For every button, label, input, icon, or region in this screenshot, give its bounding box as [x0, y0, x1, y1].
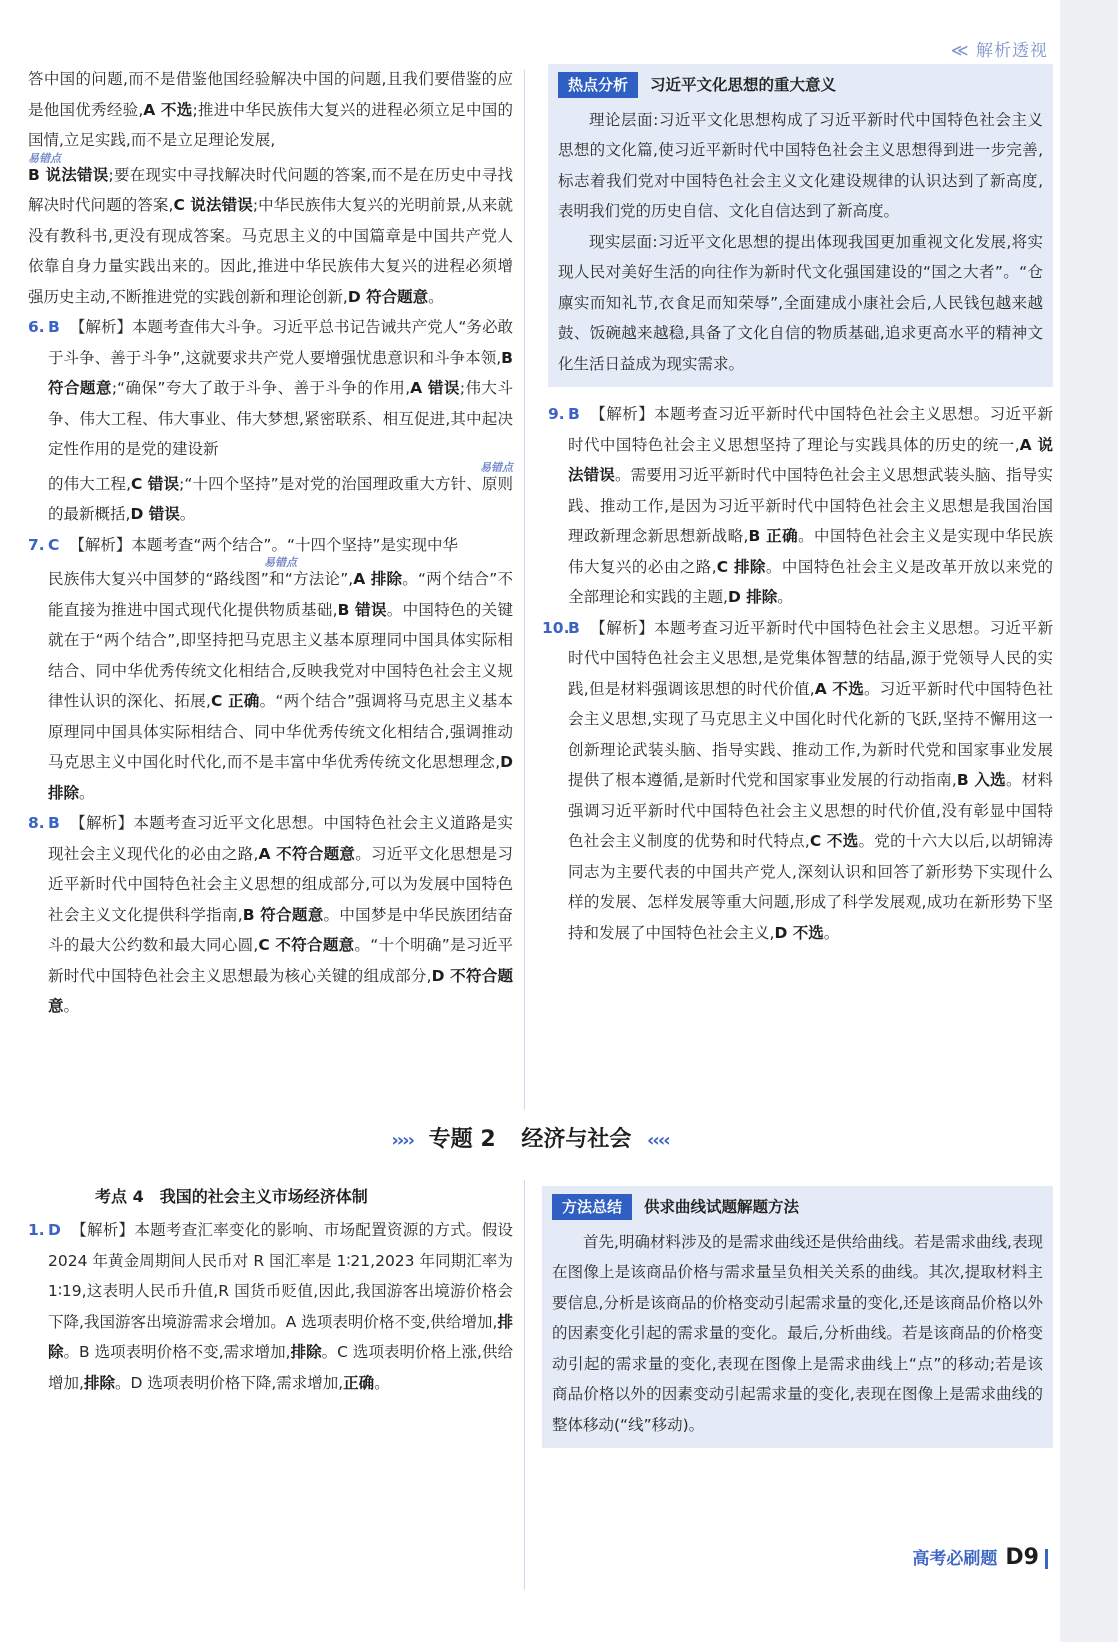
method-summary-text: 首先,明确材料涉及的是需求曲线还是供给曲线。若是需求曲线,表现在图像上是该商品价格与需求量呈负相关关系的曲线。其次,提取材料主要信息,分析是该商品的价格变动引起需求量的变化,还是该商品价格以外的因素变化引起的需求量的变化。最后,分析曲线。若是该商品的价格变动引起的需求量的变化,表现在图像上是需求曲线上“点”的移动;若是该商品价格以外的因素变动引起需求量的变化,表现在图像上是需求曲线的整体移动(“线”移动)。: [552, 1232, 1043, 1434]
footer-bar: [1045, 1549, 1048, 1569]
method-summary-header: [552, 1192, 1043, 1223]
header-section-tag: ≪ 解析透视: [950, 41, 1048, 61]
hot-analysis-title: 习近平文化思想的重大意义: [650, 76, 837, 94]
question-10: 10.B 【解析】本题考查习近平新时代中国特色社会主义思想。习近平新时代中国特色社会主义思想,是党集体智慧的结晶,源于党领导人民的实践,但是材料强调该思想的时代价值,A 不选。习近平新时代中国特色社会主义思想,实现了马克思主义中国化时代化新的飞跃,坚持不懈用这一创新理论武装头脑、指导实践、推动工作,为新时代党和国家事业发展提供了根本遵循,是新时代党和国家事业发展的行动指南,B 入选。材料强调习近平新时代中国特色社会主义思想的时代价值,没有彰显中国特色社会主义制度的优势和时代特点,C 不选。党的十六大以后,以胡锦涛同志为主要代表的中国共产党人,深刻认识和回答了新形势下实现什么样的发展、怎样发展等重大问题,形成了科学发展观,成功在新形势下坚持和发展了中国特色社会主义,D 不选。: [542, 618, 1053, 942]
kaodian-heading: 考点 4 我国的社会主义市场经济体制: [95, 1187, 368, 1206]
hot-analysis-tag: 热点分析: [558, 72, 638, 98]
lower-left-column: [28, 1215, 513, 1398]
question-6: 6. B 【解析】本题考查伟大斗争。习近平总书记告诫共产党人“务必敢于斗争、善于斗争”,这就要求共产党人要增强忧患意识和斗争本领,B 符合题意;“确保”夸大了敢于斗争、善于斗争的作用,A 错误;伟大斗争、伟大工程、伟大事业、伟大梦想,紧密联系、相互促进,其中起决定性作用的是党的建设新 易错点 的伟大工程,C 错误;“十四个坚持”是对党的治国理政重大方针、原则的最新概括,D 错误。: [28, 318, 513, 523]
method-summary-tag: 方法总结: [552, 1194, 632, 1220]
question-8: 8. B 【解析】本题考查习近平文化思想。中国特色社会主义道路是实现社会主义现代化的必由之路,A 不符合题意。习近平文化思想是习近平新时代中国特色社会主义思想的组成部分,可以为发展中国特色社会主义文化提供科学指南,B 符合题意。中国梦是中华民族团结奋斗的最大公约数和最大同心圆,C 不符合题意。“十个明确”是习近平新时代中国特色社会主义思想最为核心关键的组成部分,D 不符合题意。: [28, 814, 514, 1015]
method-summary-title: 供求曲线试题解题方法: [644, 1198, 800, 1216]
section-arrows-right: ‹‹‹‹: [647, 1130, 669, 1151]
left-column: [28, 64, 513, 1022]
hot-analysis-theory: 理论层面:习近平文化思想构成了习近平新时代中国特色社会主义思想的文化篇,使习近平新时代中国特色社会主义思想得到进一步完善,标志着我们党对中国特色社会主义文化建设规律的认识达到了新高度,表明我们党的历史自信、文化自信达到了新高度。: [558, 110, 1043, 220]
right-column: [542, 64, 1053, 948]
q5-continuation: 答中国的问题,而不是借鉴他国经验解决中国的问题,且我们要借鉴的应是他国优秀经验,A 不选;推进中华民族伟大复兴的进程必须立足中国的国情,立足实践,而不是立足理论发展, 易错点 B 说法错误;要在现实中寻找解决时代问题的答案,而不是在历史中寻找解决时代问题的答案,C 说法错误;中华民族伟大复兴的光明前景,从来就没有教科书,更没有现成答案。马克思主义的中国篇章是中国共产党人依靠自身力量实践出来的。因此,推进中华民族伟大复兴的进程必须增强历史主动,不断推进党的实践创新和理论创新,D 符合题意。: [28, 70, 513, 306]
column-divider-lower: [524, 1180, 525, 1590]
hot-analysis-header: [558, 70, 1043, 101]
section-label: 专题 2: [428, 1127, 496, 1152]
page-edge-band: [1060, 0, 1118, 1642]
error-prone-mark: 易错点: [264, 556, 297, 569]
section-title: [0, 1122, 1060, 1153]
error-prone-mark: 易错点: [28, 151, 61, 165]
page-number: D9: [1005, 1545, 1039, 1570]
method-summary-box: [542, 1186, 1053, 1448]
question-9: 9. B 【解析】本题考查习近平新时代中国特色社会主义思想。习近平新时代中国特色社会主义思想坚持了理论与实践具体的历史的统一,A 说法错误。需要用习近平新时代中国特色社会主义思想武装头脑、指导实践、推动工作,是因为习近平新时代中国特色社会主义思想是我国治国理政新理念新思想新战略,B 正确。中国特色社会主义是实现中华民族伟大复兴的必由之路,C 排除。中国特色社会主义是改革开放以来党的全部理论和实践的主题,D 排除。: [548, 405, 1053, 606]
section-arrows-left: ››››: [391, 1130, 413, 1151]
column-divider: [524, 70, 525, 1110]
page-footer: [912, 1544, 1048, 1570]
section-name: 经济与社会: [521, 1127, 632, 1152]
lower-right-column: [542, 1186, 1053, 1460]
question-7: 7. C 【解析】本题考查“两个结合”。“十四个坚持”是实现中华 易错点 民族伟大复兴中国梦的“路线图”和“方法论”,A 排除。“两个结合”不能直接为推进中国式现代化提供物质基础,B 错误。中国特色的关键就在于“两个结合”,即坚持把马克思主义基本原理同中国具体实际相结合、同中华优秀传统文化相结合,反映我党对中国特色社会主义规律性认识的深化、拓展,C 正确。“两个结合”强调将马克思主义基本原理同中国具体实际相结合、同中华优秀传统文化相结合,强调推动马克思主义中国化时代化,而不是丰富中华优秀传统文化思想理念,D 排除。: [28, 535, 513, 802]
footer-book-title: 高考必刷题: [912, 1549, 998, 1569]
hot-analysis-box: [548, 64, 1053, 387]
error-prone-mark: 易错点: [480, 460, 513, 474]
hot-analysis-reality: 现实层面:习近平文化思想的提出体现我国更加重视文化发展,将实现人民对美好生活的向往作为新时代文化强国建设的“国之大者”。“仓廪实而知礼节,衣食足而知荣辱”,全面建成小康社会后,人民钱包越来越鼓、饭碗越来越稳,具备了文化自信的物质基础,追求更高水平的精神文化生活日益成为现实需求。: [558, 232, 1043, 373]
question-1: 1. D 【解析】本题考查汇率变化的影响、市场配置资源的方式。假设 2024 年黄金周期间人民币对 R 国汇率是 1∶21,2023 年同期汇率为 1∶19,这表明人民币升值,R 国货币贬值,因此,我国游客出境游价格会下降,我国游客出境游需求会增加。A 选项表明价格不变,供给增加,排除。B 选项表明价格不变,需求增加,排除。C 选项表明价格上涨,供给增加,排除。D 选项表明价格下降,需求增加,正确。: [28, 1221, 513, 1392]
